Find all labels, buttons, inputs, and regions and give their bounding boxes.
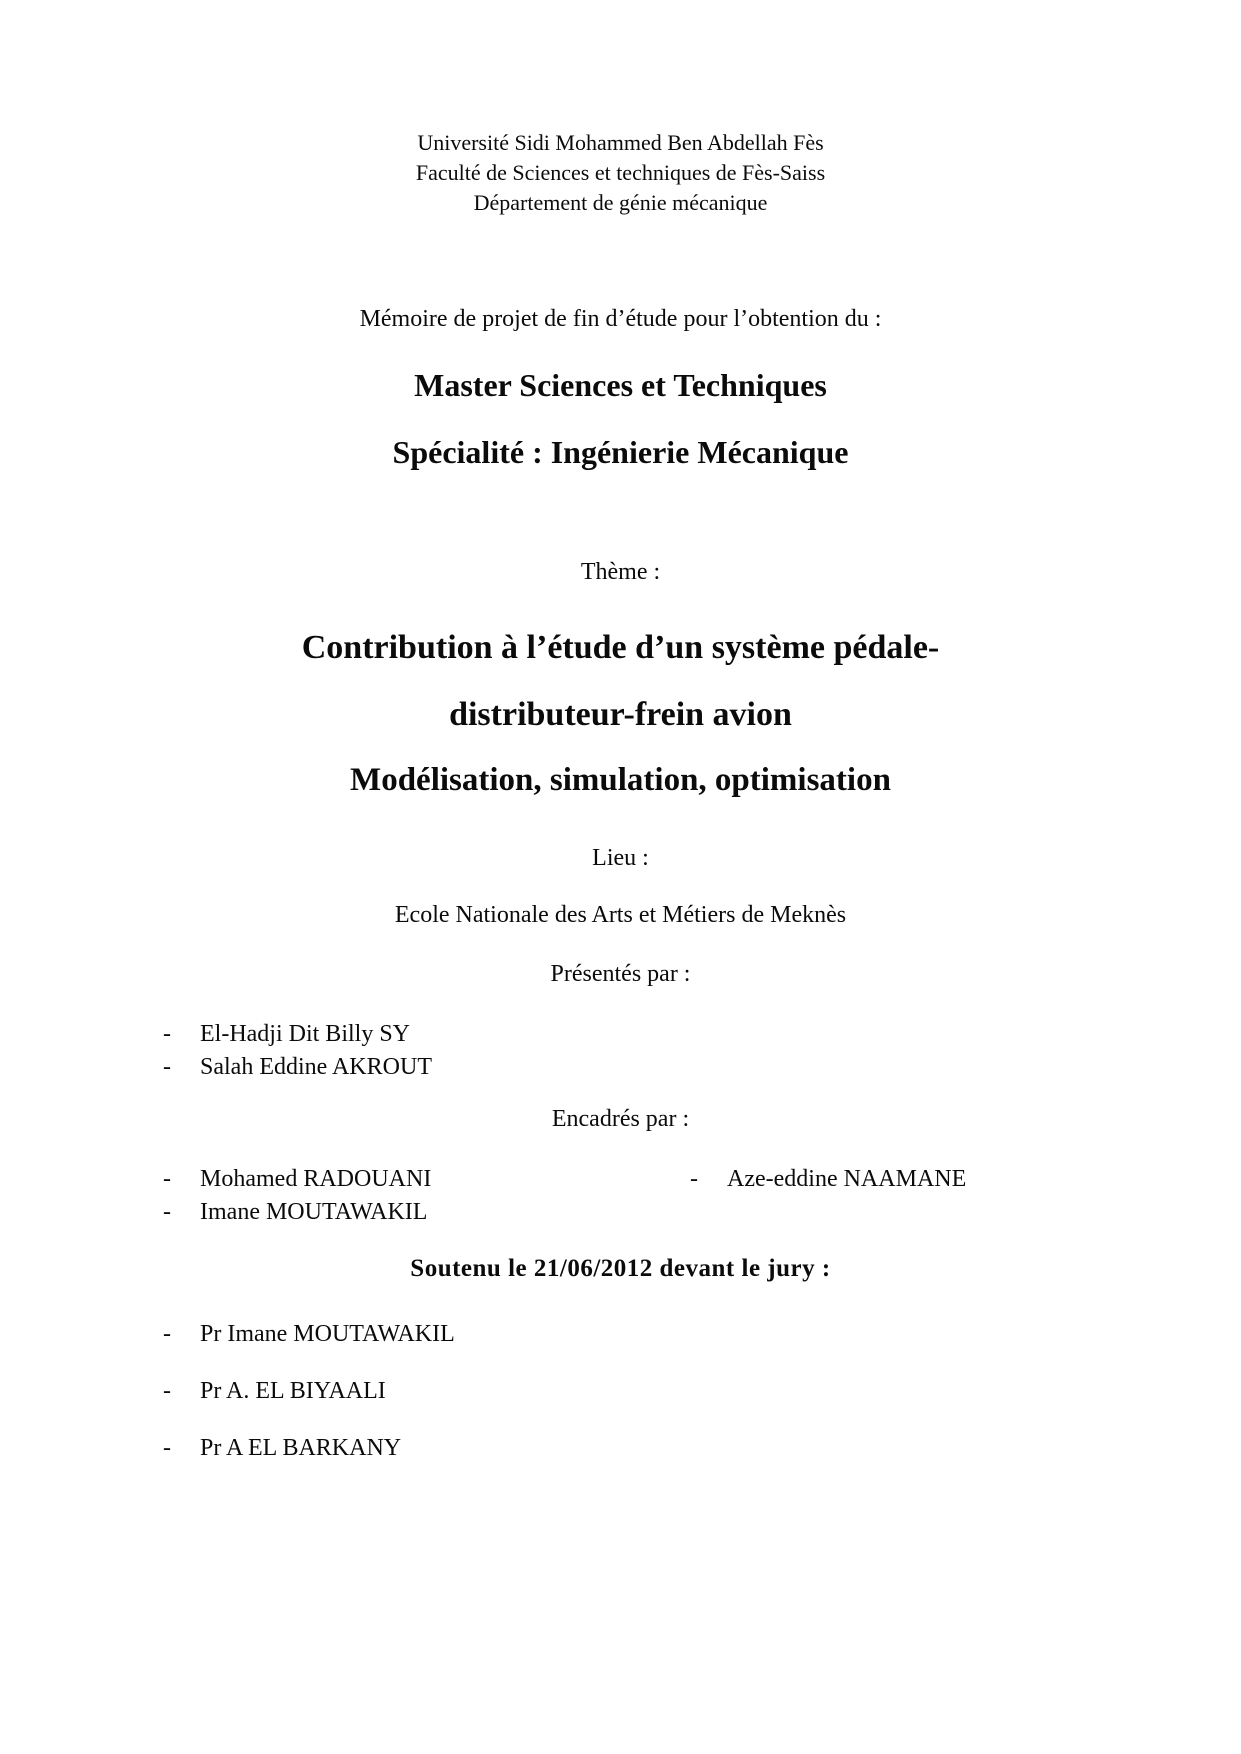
supervisor-name: Mohamed RADOUANI bbox=[200, 1166, 432, 1192]
jury-member: Pr Imane MOUTAWAKIL bbox=[200, 1321, 455, 1347]
department-name: Département de génie mécanique bbox=[473, 190, 768, 215]
supervised-by-label: Encadrés par : bbox=[551, 1106, 690, 1132]
list-item bbox=[163, 1321, 1241, 1378]
supervisor-name: Aze-eddine NAAMANE bbox=[727, 1166, 967, 1192]
dash-marker: - bbox=[163, 1199, 171, 1225]
university-name: Université Sidi Mohammed Ben Abdellah Fès bbox=[417, 130, 824, 155]
dash-marker: - bbox=[163, 1378, 171, 1404]
list-item bbox=[163, 1018, 1241, 1051]
degree-intro: Mémoire de projet de fin d’étude pour l’obtention du : bbox=[359, 306, 882, 332]
author-name: Salah Eddine AKROUT bbox=[200, 1054, 432, 1080]
faculty-name: Faculté de Sciences et techniques de Fès-Saiss bbox=[415, 160, 826, 185]
dash-marker: - bbox=[163, 1166, 171, 1192]
location-value: Ecole Nationale des Arts et Métiers de Meknès bbox=[394, 902, 847, 928]
theme-subtitle: Modélisation, simulation, optimisation bbox=[350, 762, 891, 798]
jury-member: Pr A. EL BIYAALI bbox=[200, 1378, 386, 1404]
jury-list bbox=[163, 1321, 1241, 1492]
location-label: Lieu : bbox=[592, 845, 649, 871]
degree-specialty: Spécialité : Ingénierie Mécanique bbox=[392, 434, 849, 470]
list-item bbox=[163, 1435, 1241, 1492]
theme-title-line2: distributeur-frein avion bbox=[449, 696, 792, 733]
dash-marker: - bbox=[163, 1435, 171, 1461]
presented-by-label: Présentés par : bbox=[550, 961, 691, 987]
dash-marker: - bbox=[163, 1021, 171, 1047]
list-item bbox=[163, 1163, 1241, 1196]
supervisor-left bbox=[163, 1196, 690, 1229]
list-item bbox=[163, 1196, 1241, 1229]
jury-member: Pr A EL BARKANY bbox=[200, 1435, 402, 1461]
theme-title bbox=[0, 614, 1241, 748]
list-item bbox=[163, 1051, 1241, 1084]
university-header bbox=[0, 128, 1241, 218]
supervisors-list bbox=[163, 1163, 1241, 1229]
dash-marker: - bbox=[163, 1321, 171, 1347]
theme-label: Thème : bbox=[580, 559, 661, 585]
presented-by-list bbox=[163, 1018, 1241, 1084]
author-name: El-Hadji Dit Billy SY bbox=[200, 1021, 410, 1047]
theme-title-line1: Contribution à l’étude d’un système pédale- bbox=[301, 629, 940, 666]
defense-statement: Soutenu le 21/06/2012 devant le jury : bbox=[410, 1255, 831, 1282]
list-item bbox=[163, 1378, 1241, 1435]
supervisor-name: Imane MOUTAWAKIL bbox=[200, 1199, 428, 1225]
supervisor-right bbox=[690, 1163, 966, 1196]
dash-marker: - bbox=[690, 1166, 698, 1192]
dash-marker: - bbox=[163, 1054, 171, 1080]
supervisor-left bbox=[163, 1163, 690, 1196]
degree-title: Master Sciences et Techniques bbox=[414, 367, 827, 403]
